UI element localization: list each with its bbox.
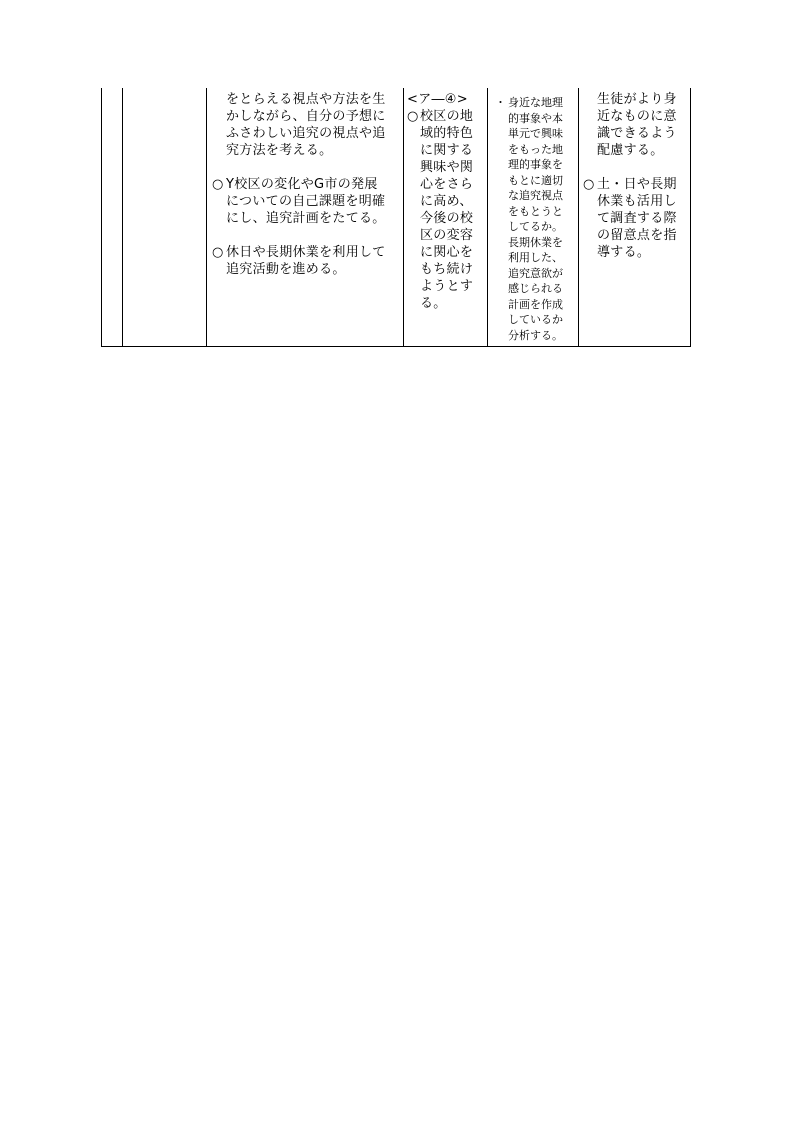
text-line: る。	[420, 296, 447, 311]
text-line: もち続け	[420, 262, 474, 277]
circle-mark: ○	[583, 177, 595, 192]
text-line: 心をさら	[420, 177, 474, 192]
text-line: の留意点を指	[597, 228, 677, 243]
text-line: 域的特色	[420, 126, 474, 141]
column-divider-3	[403, 88, 404, 346]
activity-item	[212, 176, 402, 227]
text-line: 感じられる	[508, 282, 563, 295]
column-divider-1	[122, 88, 123, 346]
text-line: をもとうと	[508, 204, 563, 218]
text-line: 長期休業を	[508, 235, 563, 249]
text-line: ふさわしい追究の視点や追	[226, 126, 386, 141]
text-line: な追究視点	[508, 189, 563, 202]
support-continued-text	[583, 91, 691, 159]
text-line: もとに適切	[508, 173, 563, 187]
text-line: 配慮する。	[597, 143, 664, 158]
text-line: に関心を	[420, 245, 474, 260]
text-line: してるか。	[508, 220, 563, 233]
circle-mark: ○	[407, 109, 419, 124]
text-line: 導する。	[597, 245, 651, 260]
text-line: 休業も活用し	[597, 194, 677, 209]
text-line: 究方法を考える。	[226, 143, 333, 158]
text-line: 興味や関	[420, 160, 474, 175]
circle-mark: ○	[212, 245, 224, 260]
text-line: 今後の校	[420, 211, 474, 226]
text-line: かしながら、自分の予想に	[226, 109, 386, 124]
text-line: をもった地	[508, 142, 563, 156]
text-line: て調査する際	[597, 211, 677, 226]
text-line: 利用した、	[508, 251, 563, 264]
text-line: に関する	[420, 143, 474, 158]
text-line: 追究活動を進める。	[226, 262, 346, 277]
evaluation-item	[495, 95, 577, 343]
text-line: についての自己課題を明確	[226, 194, 386, 209]
text-line: しているか	[508, 313, 563, 326]
text-line: 土・日や長期	[597, 177, 677, 192]
text-line: 的事象や本	[508, 111, 563, 125]
text-line: 身近な地理	[508, 96, 563, 109]
activity-continued-text	[212, 91, 402, 159]
circle-mark: ○	[212, 177, 224, 192]
objective-cell	[407, 91, 487, 329]
text-line: にし、追究計画をたてる。	[226, 211, 386, 226]
activity-item	[212, 244, 402, 278]
text-line: 理的事象を	[508, 158, 563, 171]
text-line: 単元で興味	[508, 127, 563, 140]
text-line: ようとす	[420, 279, 474, 294]
objective-item	[407, 108, 487, 312]
text-line: をとらえる視点や方法を生	[226, 92, 386, 107]
lesson-plan-table	[101, 88, 691, 347]
objective-code: <ア―④>	[407, 92, 468, 107]
text-line: 区の変容	[420, 228, 474, 243]
text-line: 休日や長期休業を利用して	[226, 245, 386, 260]
text-line: 校区の地	[420, 109, 474, 124]
text-line: Y校区の変化やG市の発展	[226, 177, 378, 192]
text-line: 近なものに意	[597, 109, 677, 124]
text-line: 計画を作成	[508, 297, 563, 311]
text-line: 分析する。	[508, 328, 563, 342]
text-line: 識できるよう	[597, 126, 677, 141]
text-line: 生徒がより身	[597, 92, 677, 107]
evaluation-cell	[495, 95, 577, 360]
support-cell	[583, 91, 691, 278]
column-divider-4	[487, 88, 488, 346]
bullet-mark: ・	[495, 96, 506, 109]
column-divider-5	[578, 88, 579, 346]
text-line: に高め、	[420, 194, 473, 209]
column-divider-2	[206, 88, 207, 346]
activity-cell	[212, 91, 402, 295]
text-line: 追究意欲が	[508, 266, 563, 280]
support-item	[583, 176, 691, 261]
